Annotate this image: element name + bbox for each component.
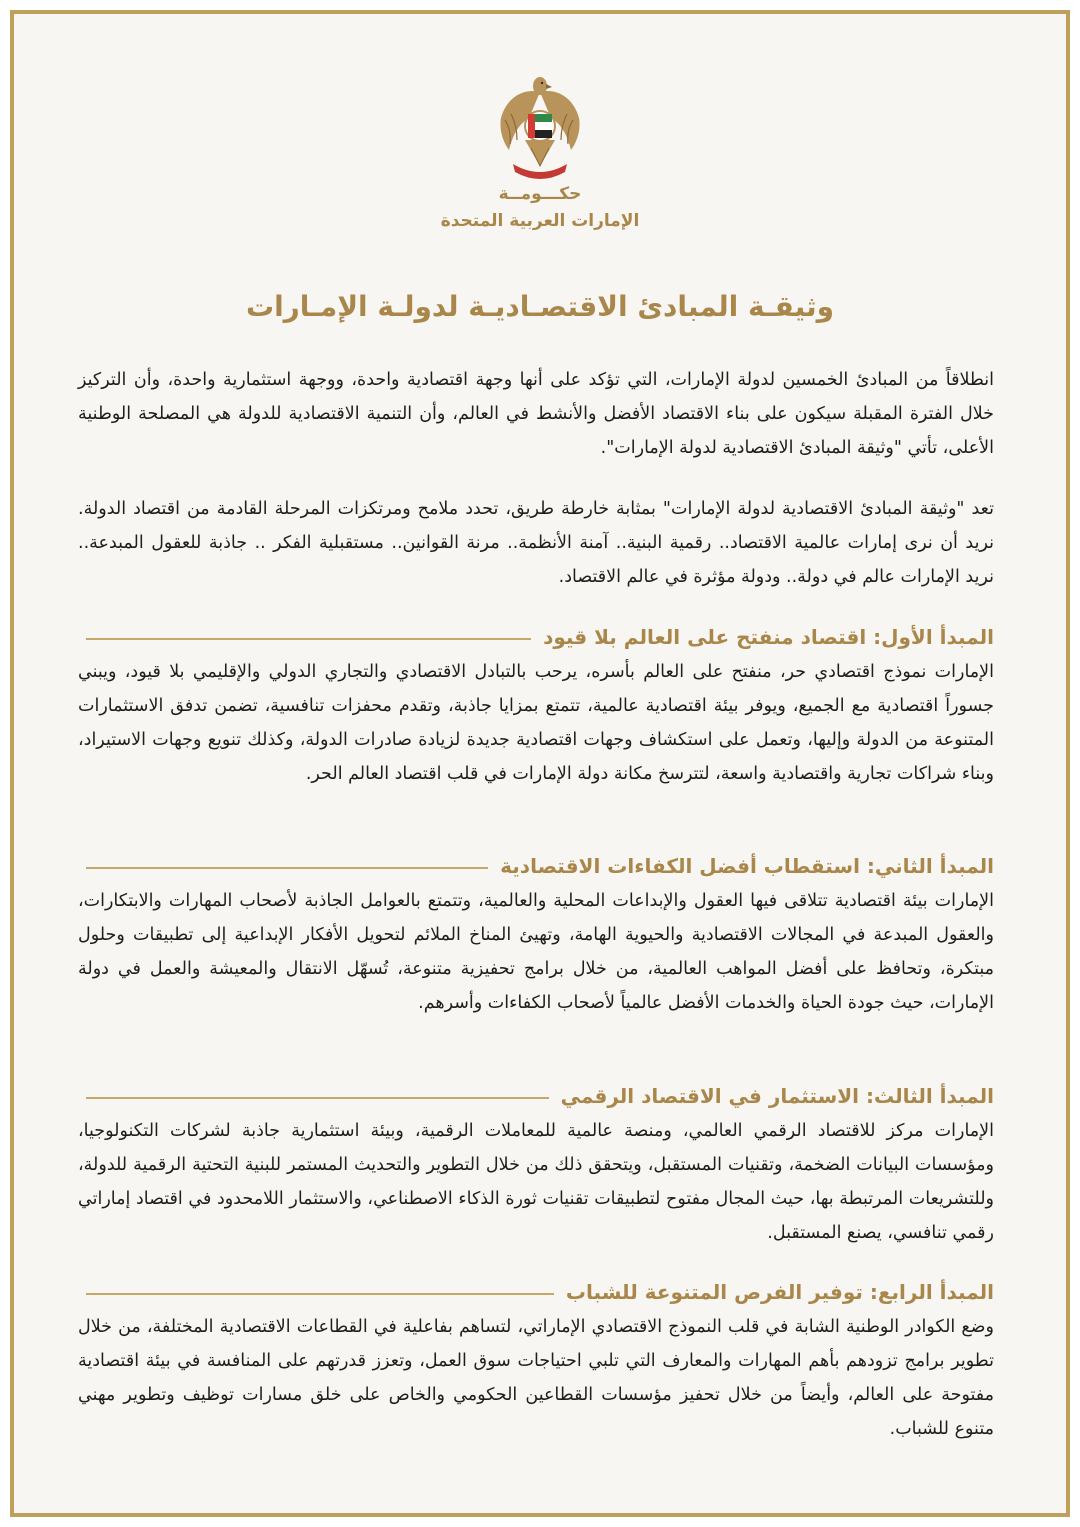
uae-emblem-icon xyxy=(495,70,585,182)
section-heading-label: المبدأ الثالث: الاستثمار في الاقتصاد الرقمي xyxy=(560,1084,994,1108)
divider-line xyxy=(86,867,488,869)
section-heading-label: المبدأ الثاني: استقطاب أفضل الكفاءات الاقتصادية xyxy=(500,854,994,878)
section-heading-3 xyxy=(86,1079,994,1113)
section-body-3: الإمارات مركز للاقتصاد الرقمي العالمي، ومنصة عالمية للمعاملات الرقمية، وبيئة استثمارية جاذبة لشركات التكنولوجيا، ومؤسسات البيانات الضخمة، وتقنيات المستقبل، ويتحقق ذلك من خلال التطوير والتحديث المستمر للبنية التحتية الرقمية للدولة، وللتشريعات المرتبطة بها، حيث المجال مفتوح لتطبيقات تقنيات ثورة الذكاء الاصطناعي، والاستثمار اللامحدود في اقتصاد إماراتي رقمي تنافسي، يصنع المستقبل. xyxy=(78,1121,994,1243)
section-heading-2 xyxy=(86,849,994,883)
section-heading-1 xyxy=(86,620,994,654)
section-heading-label: المبدأ الرابع: توفير الفرص المتنوعة للشباب xyxy=(565,1280,994,1304)
section-body-2: الإمارات بيئة اقتصادية تتلاقى فيها العقول والإبداعات المحلية والعالمية، وتتمتع بالعوامل الجاذبة لأصحاب المهارات والابتكارات، والعقول المبدعة في المجالات الاقتصادية والحيوية الهامة، وتهيئ المناخ الملائم لتحويل الأفكار الإبداعية إلى تطبيقات وحلول مبتكرة، وتحافظ على أفضل المواهب العالمية، من خلال برامج تحفيزية متنوعة، تُسهّل الانتقال والمعيشة والعمل في دولة الإمارات، حيث جودة الحياة والخدمات الأفضل عالمياً لأصحاب الكفاءات وأسرهم. xyxy=(78,891,994,1013)
divider-line xyxy=(86,638,531,640)
intro-paragraph-2: تعد "وثيقة المبادئ الاقتصادية لدولة الإمارات" بمثابة خارطة طريق، تحدد ملامح ومرتكزات المرحلة القادمة من اقتصاد الدولة. نريد أن نرى إمارات عالمية الاقتصاد.. رقمية البنية.. آمنة الأنظمة.. مرنة القوانين.. مستقبلية الفكر .. جاذبة للعقول المبدعة.. نريد الإمارات عالم في دولة.. ودولة مؤثرة في عالم الاقتصاد. xyxy=(78,499,994,587)
intro-paragraph-1: انطلاقاً من المبادئ الخمسين لدولة الإمارات، التي تؤكد على أنها وجهة اقتصادية واحدة، ووجهة استثمارية واحدة، وأن التركيز خلال الفترة المقبلة سيكون على بناء الاقتصاد الأفضل والأنشط في العالم، وأن التنمية الاقتصادية للدولة هي المصلحة الوطنية الأعلى، تأتي "وثيقة المبادئ الاقتصادية لدولة الإمارات". xyxy=(78,370,994,458)
government-label: حكـــومــة xyxy=(498,184,582,204)
emblem xyxy=(14,70,1066,182)
document-title: وثيقـة المبادئ الاقتصـاديـة لدولـة الإمـارات xyxy=(245,290,835,323)
section-heading-label: المبدأ الأول: اقتصاد منفتح على العالم بلا قيود xyxy=(543,625,994,649)
section-heading-4 xyxy=(86,1275,994,1309)
section-body-1: الإمارات نموذج اقتصادي حر، منفتح على العالم بأسره، يرحب بالتبادل الاقتصادي والتجاري الدولي والإقليمي بلا قيود، ويبني جسوراً اقتصادية مع الجميع، ويوفر بيئة اقتصادية عالمية، تتمتع بمزايا جاذبة، وتقدم محفزات تنافسية، تضمن تدفق الاستثمارات المتنوعة من الدولة وإليها، وتعمل على استكشاف وجهات اقتصادية جديدة لزيادة صادرات الدولة، وكذلك تنويع وجهات الاستيراد، وبناء شراكات تجارية واقتصادية واسعة، لتترسخ مكانة دولة الإمارات في قلب اقتصاد العالم الحر. xyxy=(78,662,994,784)
divider-line xyxy=(86,1097,549,1099)
section-body-4: وضع الكوادر الوطنية الشابة في قلب النموذج الاقتصادي الإماراتي، لتساهم بفاعلية في القطاعات الاقتصادية المختلفة، من خلال تطوير برامج تزودهم بأهم المهارات والمعارف التي تلبي احتياجات سوق العمل، وتعزز قدرتهم على المنافسة في بيئة اقتصادية مفتوحة على العالم، وأيضاً من خلال تحفيز مؤسسات القطاعين الحكومي والخاص على خلق مسارات توظيف وتطوير مهني متنوع للشباب. xyxy=(78,1317,994,1439)
country-label: الإمارات العربية المتحدة xyxy=(440,211,640,231)
divider-line xyxy=(86,1293,554,1295)
